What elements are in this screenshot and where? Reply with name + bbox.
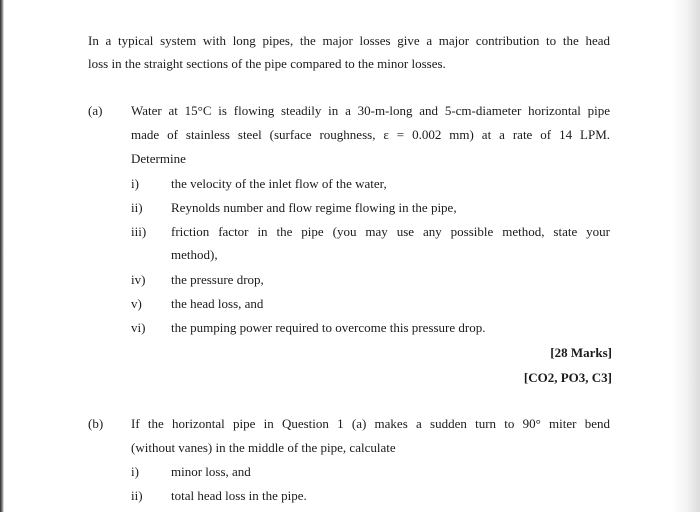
part-a-item-3-text: friction factor in the pipe (you may use any possible method, state your <box>171 224 610 239</box>
part-b-line-1: If the horizontal pipe in Question 1 (a) makes a sudden turn to 90° miter bend <box>131 416 610 431</box>
part-a-item-4-text: the pressure drop, <box>171 272 264 287</box>
part-b-item-1-text: minor loss, and <box>171 464 251 479</box>
part-a-item-4-number: iv) <box>131 272 146 287</box>
part-a-item-6-number: vi) <box>131 320 146 335</box>
part-a-item-3-text-continued: method), <box>171 247 218 262</box>
part-a-item-2-number: ii) <box>131 200 143 215</box>
part-a-line-2: made of stainless steel (surface roughness, ε = 0.002 mm) at a rate of 14 LPM. <box>131 127 610 142</box>
part-b-item-1-number: i) <box>131 464 139 479</box>
part-a-item-1-text: the velocity of the inlet flow of the water, <box>171 176 387 191</box>
part-a-item-2-text: Reynolds number and flow regime flowing in the pipe, <box>171 200 457 215</box>
part-b-item-2-text: total head loss in the pipe. <box>171 488 307 503</box>
part-a-item-5-number: v) <box>131 296 142 311</box>
part-a-item-5-text: the head loss, and <box>171 296 264 311</box>
part-a-item-1-number: i) <box>131 176 139 191</box>
page-left-edge-shadow <box>0 0 4 512</box>
intro-line-2: loss in the straight sections of the pipe compared to the minor losses. <box>88 56 446 71</box>
part-a-line-1: Water at 15°C is flowing steadily in a 30-m-long and 5-cm-diameter horizontal pipe <box>131 103 610 118</box>
part-b-item-2-number: ii) <box>131 488 143 503</box>
part-a-course-outcomes: [CO2, PO3, C3] <box>523 370 612 385</box>
part-b-label: (b) <box>88 416 104 431</box>
part-a-determine: Determine <box>131 151 186 166</box>
page-right-edge-shadow <box>670 0 700 512</box>
part-a-label: (a) <box>88 103 103 118</box>
part-a-item-6-text: the pumping power required to overcome this pressure drop. <box>171 320 486 335</box>
part-a-marks: [28 Marks] <box>550 345 612 360</box>
part-a-item-3-number: iii) <box>131 224 147 239</box>
intro-line-1: In a typical system with long pipes, the major losses give a major contribution to the head <box>88 33 610 48</box>
part-b-line-2: (without vanes) in the middle of the pipe, calculate <box>131 440 396 455</box>
